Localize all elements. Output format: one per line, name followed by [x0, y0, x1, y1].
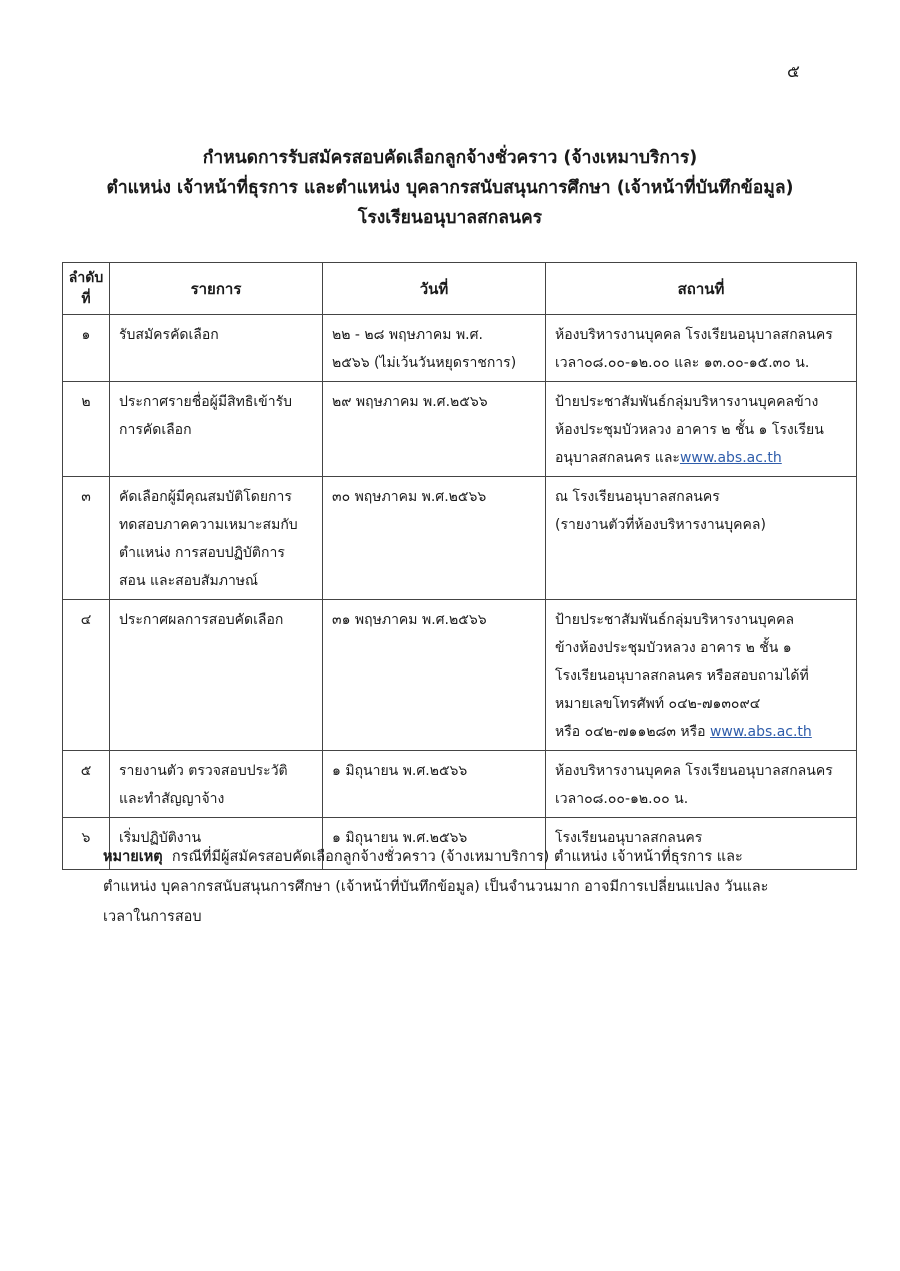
- item-text: ทดสอบภาคความเหมาะสมกับ: [119, 517, 298, 533]
- cell-date: [323, 751, 546, 818]
- place-line: [555, 321, 852, 349]
- date-text: ๒๒ - ๒๘ พฤษภาคม พ.ศ.: [332, 327, 483, 343]
- date-text: ๑ มิถุนายน พ.ศ.๒๕๖๖: [332, 763, 468, 779]
- item-text: สอน และสอบสัมภาษณ์: [119, 573, 259, 589]
- place-text: (รายงานตัวที่ห้องบริหารงานบุคคล): [555, 517, 766, 533]
- item-text: ประกาศผลการสอบคัดเลือก: [119, 612, 284, 628]
- date-text: ๑ มิถุนายน พ.ศ.๒๕๖๖: [332, 830, 468, 846]
- table-row: [63, 315, 857, 382]
- item-line: [119, 483, 318, 511]
- place-text: ห้องบริหารงานบุคคล โรงเรียนอนุบาลสกลนคร: [555, 763, 833, 779]
- date-text: ๓๑ พฤษภาคม พ.ศ.๒๕๖๖: [332, 612, 487, 628]
- item-text: รายงานตัว ตรวจสอบประวัติ: [119, 763, 288, 779]
- website-link[interactable]: www.abs.ac.th: [679, 450, 782, 466]
- date-line: [332, 349, 541, 377]
- item-line: [119, 757, 318, 785]
- place-text: ป้ายประชาสัมพันธ์กลุ่มบริหารงานบุคคลข้าง: [555, 394, 819, 410]
- item-line: [119, 511, 318, 539]
- item-text: ประกาศรายชื่อผู้มีสิทธิเข้ารับ: [119, 394, 293, 410]
- row-number: ๖: [63, 818, 110, 870]
- item-text: คัดเลือกผู้มีคุณสมบัติโดยการ: [119, 489, 292, 505]
- place-text: โรงเรียนอนุบาลสกลนคร หรือสอบถามได้ที่: [555, 668, 809, 684]
- cell-place: [546, 600, 857, 751]
- remark: [103, 842, 823, 932]
- row-number: ๒: [63, 382, 110, 477]
- remark-line: เวลาในการสอบ: [103, 909, 202, 925]
- website-link[interactable]: www.abs.ac.th: [709, 724, 812, 740]
- row-number: ๓: [63, 477, 110, 600]
- place-line: [555, 757, 852, 785]
- title-line: ตำแหน่ง เจ้าหน้าที่ธุรการ และตำแหน่ง บุคลากรสนับสนุนการศึกษา (เจ้าหน้าที่บันทึกข้อมูล): [106, 178, 794, 198]
- header-item: รายการ: [110, 263, 323, 315]
- table-row: [63, 382, 857, 477]
- cell-date: [323, 600, 546, 751]
- cell-item: [110, 315, 323, 382]
- table-row: [63, 600, 857, 751]
- document-title: [40, 143, 860, 233]
- date-line: [332, 388, 541, 416]
- header-no: [63, 263, 110, 315]
- place-line: [555, 444, 852, 472]
- table-row: [63, 751, 857, 818]
- item-text: และทำสัญญาจ้าง: [119, 791, 225, 807]
- cell-item: [110, 600, 323, 751]
- date-text: ๒๙ พฤษภาคม พ.ศ.๒๕๖๖: [332, 394, 488, 410]
- place-line: [555, 662, 852, 690]
- date-text: ๓๐ พฤษภาคม พ.ศ.๒๕๖๖: [332, 489, 487, 505]
- cell-place: [546, 382, 857, 477]
- remark-line: กรณีที่มีผู้สมัครสอบคัดเลือกลูกจ้างชั่วคราว (จ้างเหมาบริการ) ตำแหน่ง เจ้าหน้าที่ธุรการ และ: [171, 849, 743, 865]
- item-line: [119, 416, 318, 444]
- remark-label: หมายเหตุ: [103, 849, 163, 865]
- item-line: [119, 606, 318, 634]
- place-line: [555, 785, 852, 813]
- table-header-row: [63, 263, 857, 315]
- item-line: [119, 567, 318, 595]
- place-text: เวลา๐๘.๐๐-๑๒.๐๐ และ ๑๓.๐๐-๑๕.๓๐ น.: [555, 355, 810, 371]
- cell-date: [323, 477, 546, 600]
- date-line: [332, 483, 541, 511]
- place-text: ห้องประชุมบัวหลวง อาคาร ๒ ชั้น ๑ โรงเรียน: [555, 422, 824, 438]
- header-place: สถานที่: [546, 263, 857, 315]
- date-line: [332, 321, 541, 349]
- page-number: ๕: [787, 62, 800, 82]
- item-text: การคัดเลือก: [119, 422, 192, 438]
- cell-item: [110, 382, 323, 477]
- place-text: หรือ ๐๔๒-๗๑๑๒๘๓ หรือ: [555, 724, 710, 740]
- place-line: [555, 690, 852, 718]
- row-number: ๔: [63, 600, 110, 751]
- place-line: [555, 416, 852, 444]
- place-text: เวลา๐๘.๐๐-๑๒.๐๐ น.: [555, 791, 689, 807]
- place-line: [555, 483, 852, 511]
- header-no-line: ลำดับ: [68, 269, 104, 286]
- item-line: [119, 785, 318, 813]
- cell-place: [546, 477, 857, 600]
- header-date: วันที่: [323, 263, 546, 315]
- place-text: ห้องบริหารงานบุคคล โรงเรียนอนุบาลสกลนคร: [555, 327, 833, 343]
- table-row: [63, 477, 857, 600]
- cell-date: [323, 382, 546, 477]
- cell-item: [110, 477, 323, 600]
- date-text: ๒๕๖๖ (ไม่เว้นวันหยุดราชการ): [332, 355, 517, 371]
- place-text: ป้ายประชาสัมพันธ์กลุ่มบริหารงานบุคคล: [555, 612, 795, 628]
- place-line: [555, 606, 852, 634]
- place-line: [555, 349, 852, 377]
- cell-date: [323, 315, 546, 382]
- table-body: [63, 315, 857, 870]
- title-line: กำหนดการรับสมัครสอบคัดเลือกลูกจ้างชั่วคราว (จ้างเหมาบริการ): [202, 148, 698, 168]
- item-text: ตำแหน่ง การสอบปฏิบัติการ: [119, 545, 285, 561]
- remark-line: ตำแหน่ง บุคลากรสนับสนุนการศึกษา (เจ้าหน้าที่บันทึกข้อมูล) เป็นจำนวนมาก อาจมีการเปลี่ยนแปลง วันและ: [103, 879, 769, 895]
- place-text: หมายเลขโทรศัพท์ ๐๔๒-๗๑๓๐๙๔: [555, 696, 761, 712]
- place-text: ข้างห้องประชุมบัวหลวง อาคาร ๒ ชั้น ๑: [555, 640, 792, 656]
- place-line: [555, 718, 852, 746]
- item-text: เริ่มปฏิบัติงาน: [119, 830, 202, 846]
- row-number: ๕: [63, 751, 110, 818]
- place-text: อนุบาลสกลนคร และ: [555, 450, 680, 466]
- cell-place: [546, 751, 857, 818]
- place-line: [555, 388, 852, 416]
- place-line: [555, 511, 852, 539]
- title-line: โรงเรียนอนุบาลสกลนคร: [357, 208, 543, 228]
- date-line: [332, 606, 541, 634]
- place-text: โรงเรียนอนุบาลสกลนคร: [555, 830, 703, 846]
- place-line: [555, 634, 852, 662]
- item-line: [119, 539, 318, 567]
- place-text: ณ โรงเรียนอนุบาลสกลนคร: [555, 489, 720, 505]
- item-line: [119, 321, 318, 349]
- date-line: [332, 757, 541, 785]
- schedule-table: [62, 262, 857, 870]
- item-text: รับสมัครคัดเลือก: [119, 327, 219, 343]
- item-line: [119, 388, 318, 416]
- cell-place: [546, 315, 857, 382]
- row-number: ๑: [63, 315, 110, 382]
- cell-item: [110, 751, 323, 818]
- header-no-line: ที่: [81, 290, 91, 307]
